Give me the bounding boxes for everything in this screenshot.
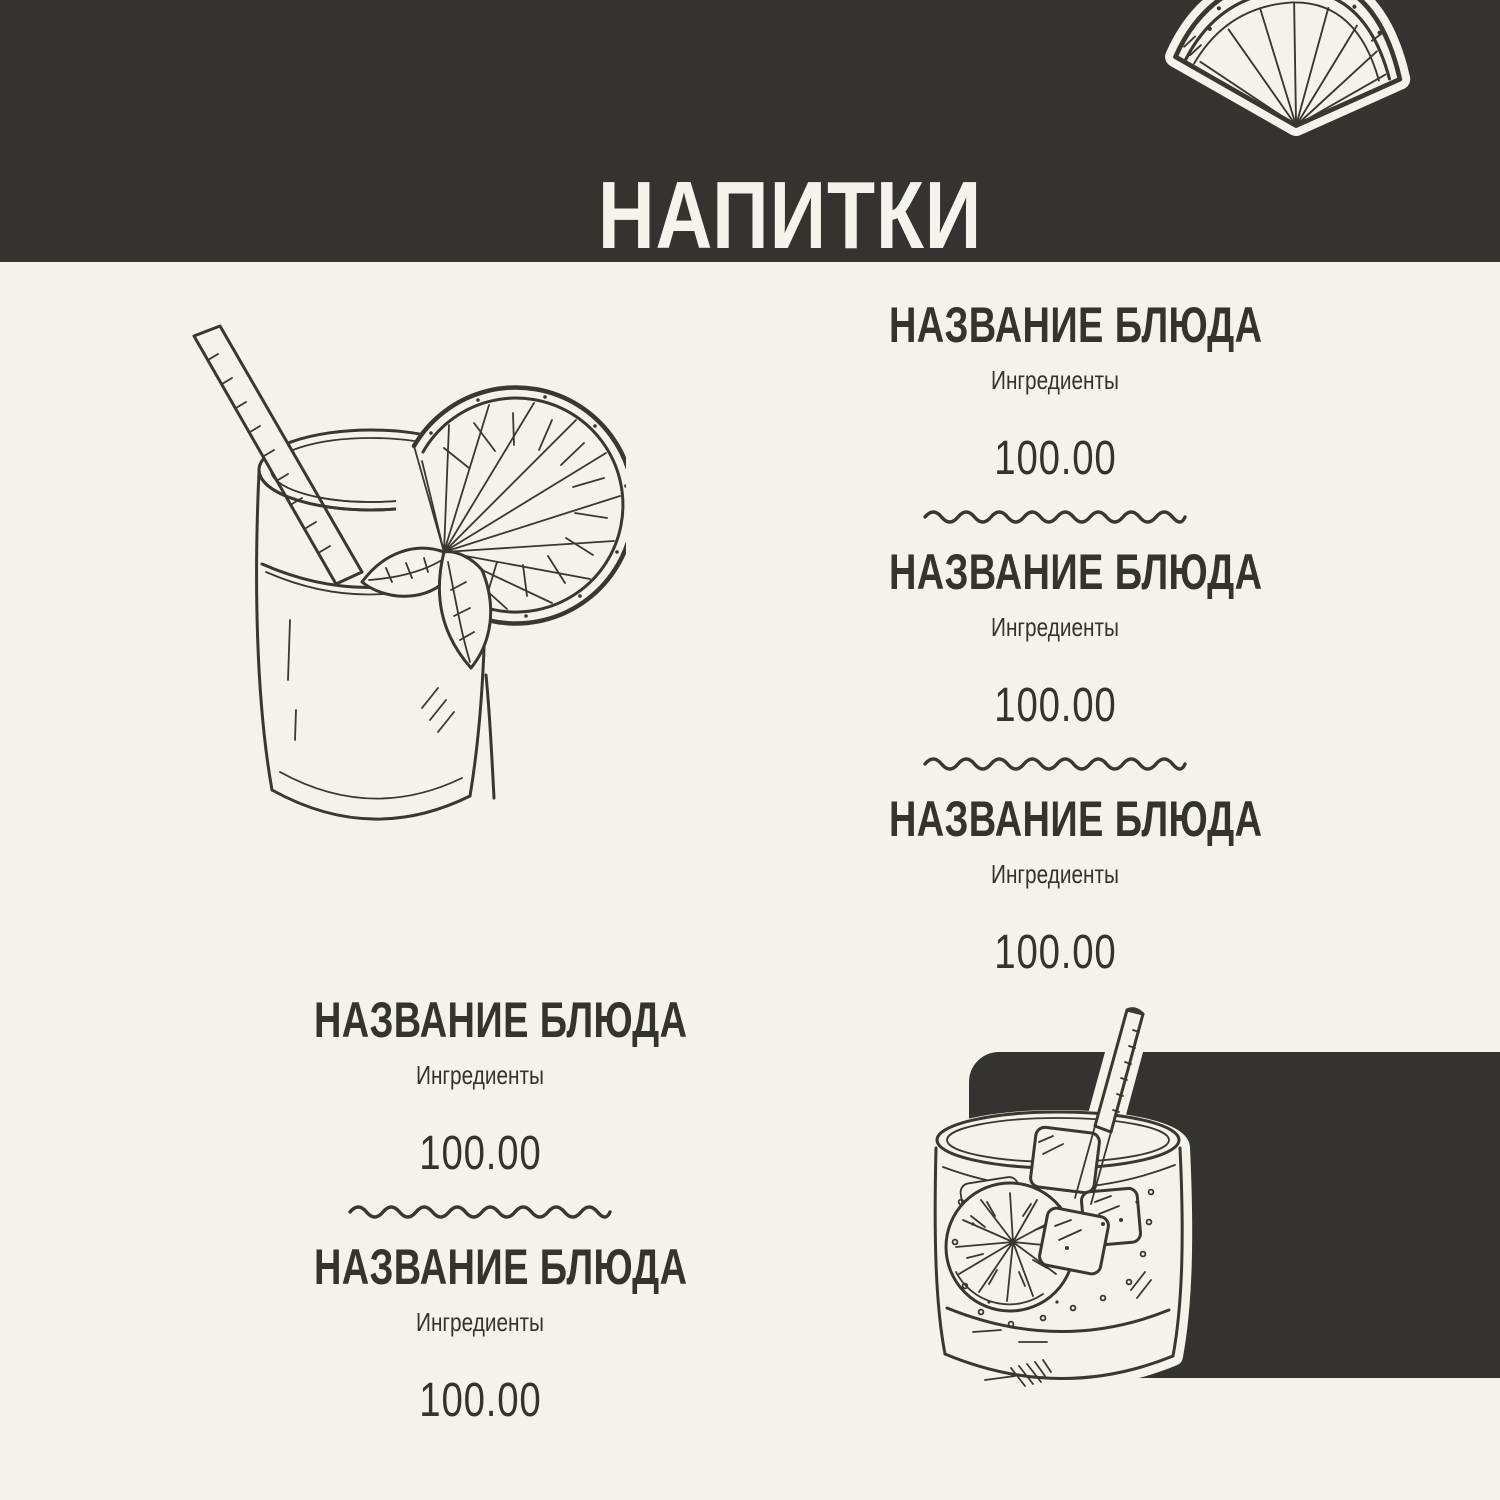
dish-price: 100.00 — [993, 926, 1117, 979]
dish-ingredients: Ингредиенты — [416, 1060, 544, 1090]
dish-name: НАЗВАНИЕ БЛЮДА — [888, 791, 1263, 847]
dish-price: 100.00 — [993, 679, 1117, 732]
lemon-wedge-icon — [1165, 0, 1415, 146]
dish-ingredients: Ингредиенты — [991, 859, 1119, 889]
dish-price: 100.00 — [993, 432, 1117, 485]
menu-item — [255, 992, 705, 1180]
menu-column-bottom-left — [255, 992, 705, 1427]
dish-name: НАЗВАНИЕ БЛЮДА — [313, 1239, 688, 1295]
lemonade-glass-icon — [186, 320, 626, 850]
dish-ingredients: Ингредиенты — [991, 612, 1119, 642]
dish-price: 100.00 — [418, 1374, 542, 1427]
dish-ingredients: Ингредиенты — [991, 365, 1119, 395]
dish-name: НАЗВАНИЕ БЛЮДА — [888, 544, 1263, 600]
dish-name: НАЗВАНИЕ БЛЮДА — [888, 297, 1263, 353]
page-title — [556, 162, 1025, 270]
menu-item — [830, 791, 1280, 979]
page-title-text: НАПИТКИ — [597, 162, 983, 270]
menu-column-right — [830, 297, 1280, 979]
cocktail-glass-icon — [915, 1002, 1205, 1414]
wavy-divider — [346, 1202, 614, 1222]
menu-item — [830, 544, 1280, 732]
dish-ingredients: Ингредиенты — [416, 1307, 544, 1337]
dish-price: 100.00 — [418, 1127, 542, 1180]
menu-item — [830, 297, 1280, 485]
dish-name: НАЗВАНИЕ БЛЮДА — [313, 992, 688, 1048]
wavy-divider — [921, 754, 1189, 774]
wavy-divider — [921, 507, 1189, 527]
menu-item — [255, 1239, 705, 1427]
